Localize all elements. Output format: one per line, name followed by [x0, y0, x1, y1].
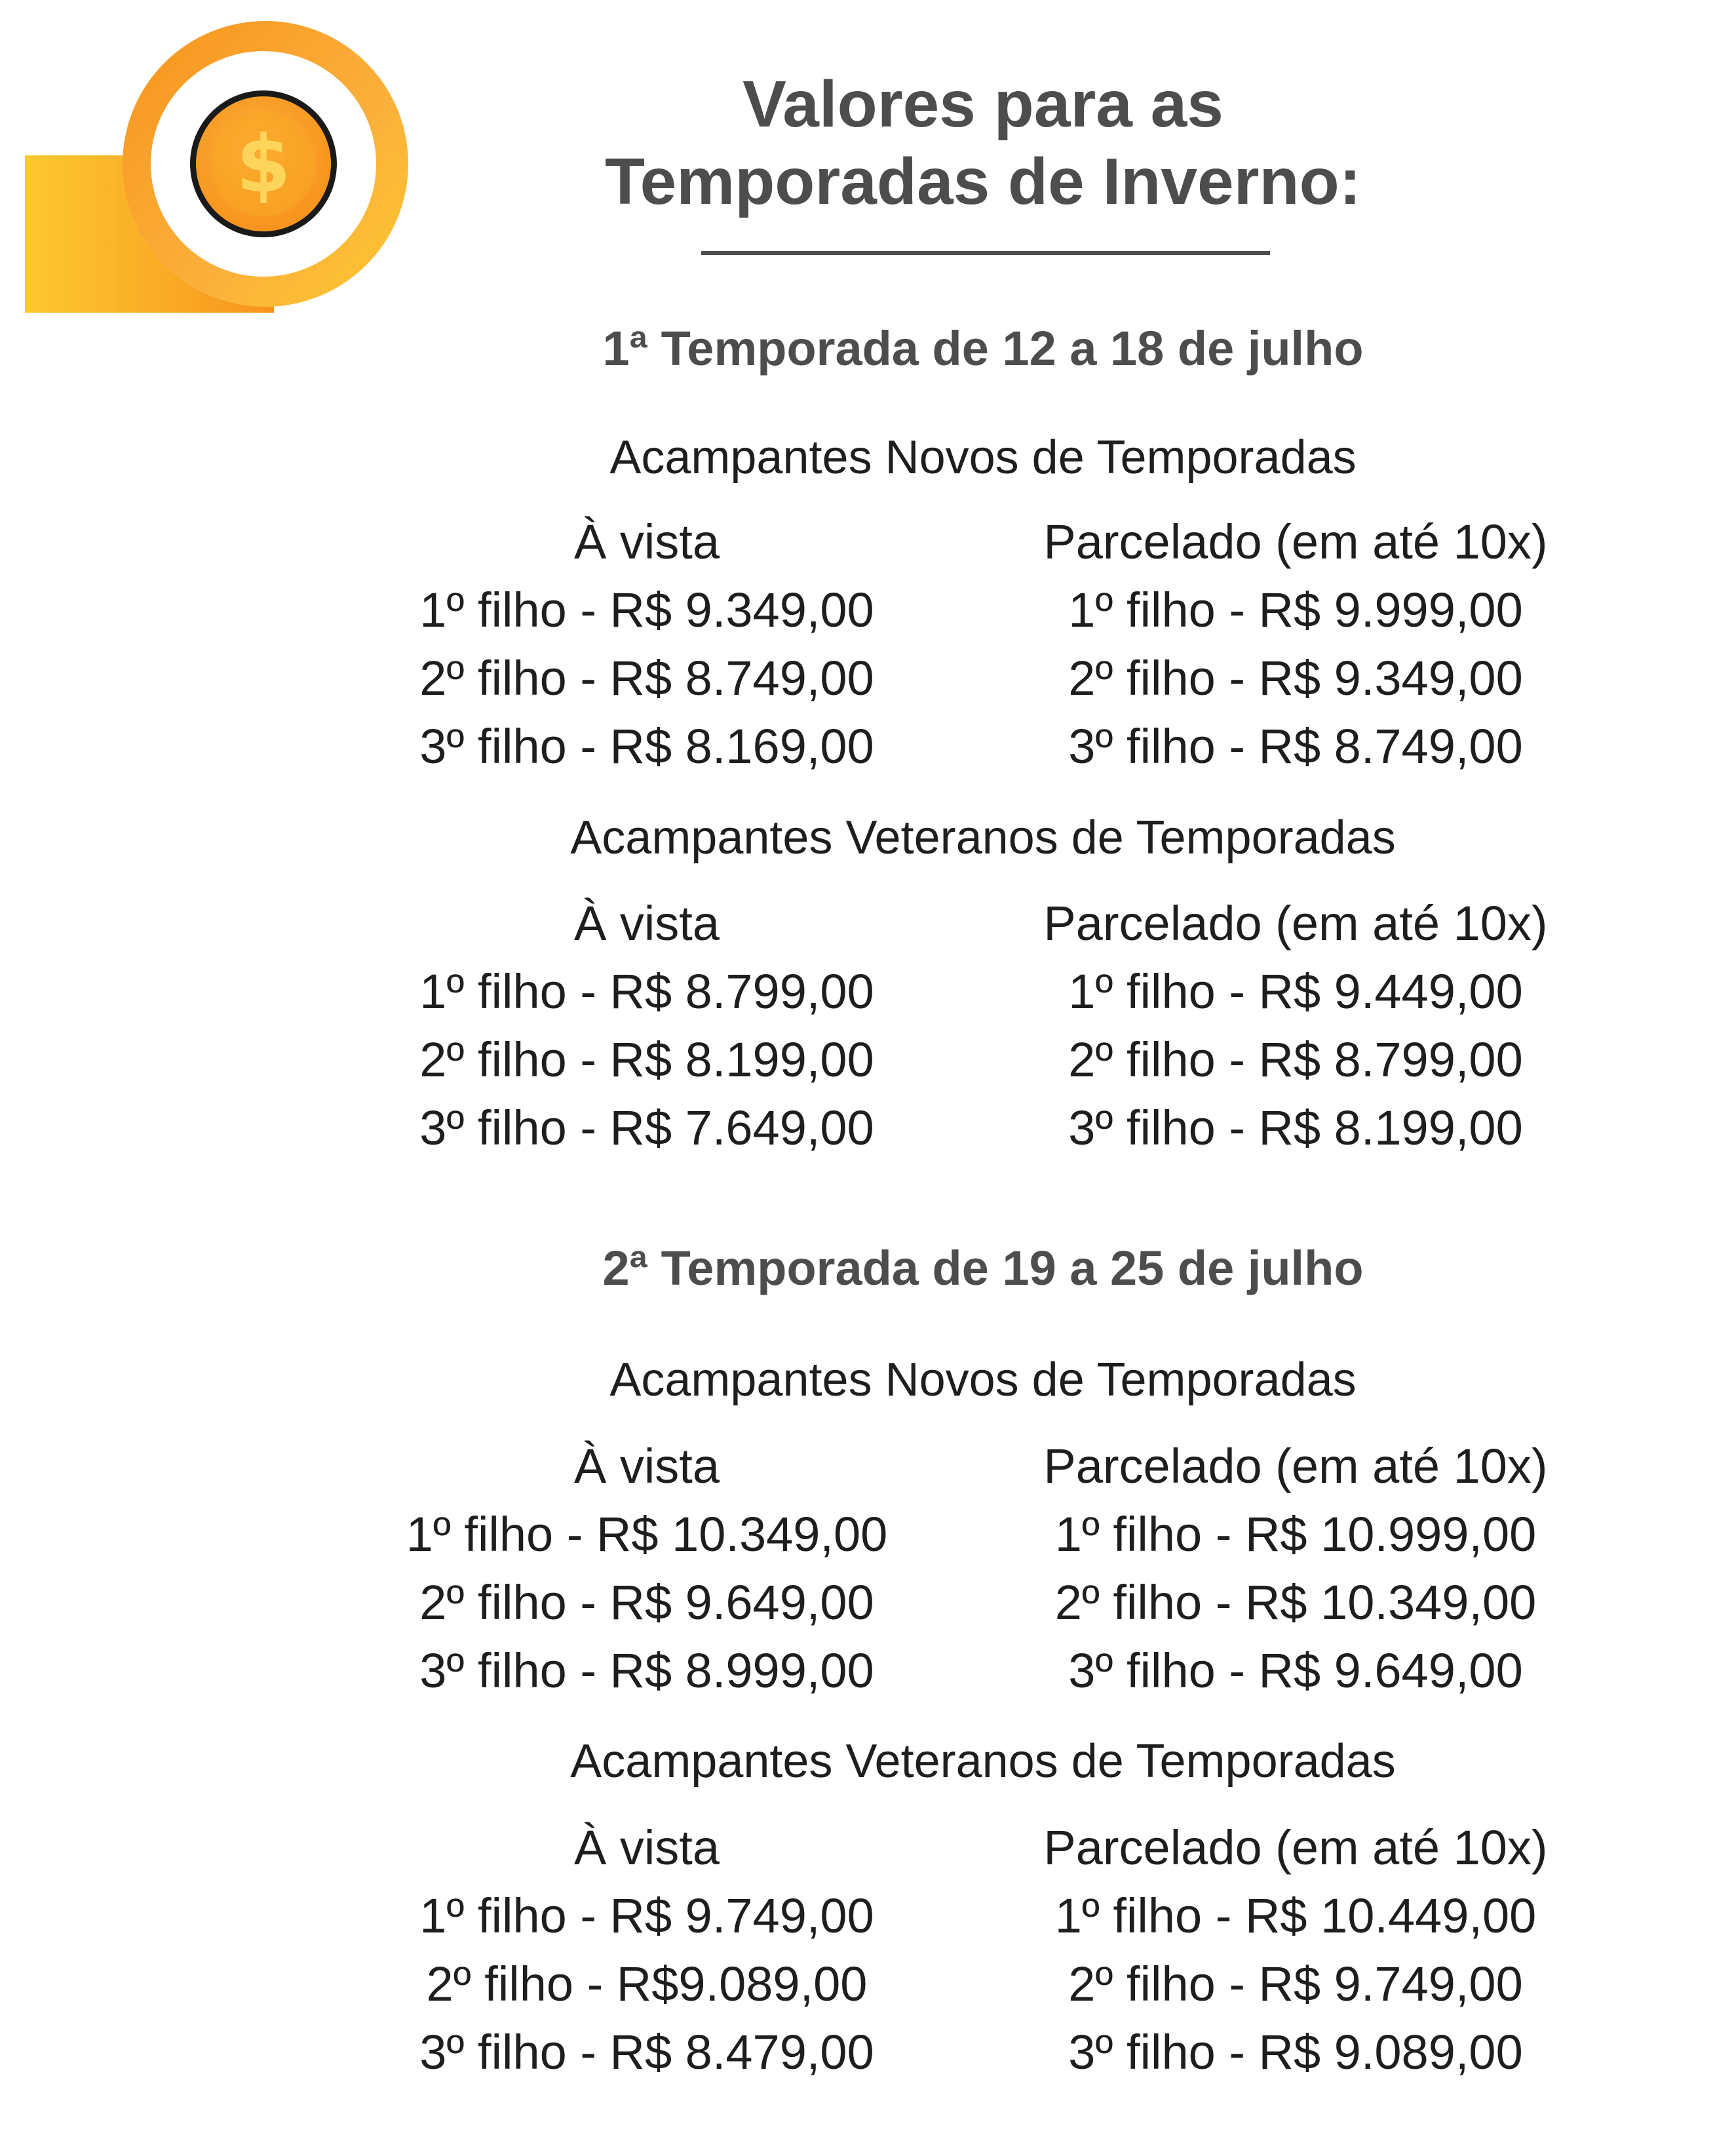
price-row: 2º filho - R$9.089,00 [426, 1957, 868, 2011]
season-1-veteran-campers-heading: Acampantes Veteranos de Temporadas [570, 812, 1396, 864]
season-1-new-cash-column [319, 508, 974, 781]
price-row: 2º filho - R$ 10.349,00 [1054, 1575, 1537, 1630]
installments-label: Parcelado (em até 10x) [1043, 515, 1548, 569]
installments-label: Parcelado (em até 10x) [1043, 1820, 1548, 1875]
dollar-coin-icon [0, 0, 446, 328]
page-title-line1: Valores para as [742, 68, 1224, 141]
price-row: 1º filho - R$ 10.999,00 [1054, 1507, 1537, 1561]
season-2-new-installments-column [968, 1432, 1623, 1705]
price-row: 1º filho - R$ 10.349,00 [406, 1507, 888, 1561]
price-row: 2º filho - R$ 8.199,00 [419, 1032, 874, 1087]
price-row: 3º filho - R$ 7.649,00 [419, 1101, 874, 1155]
price-row: 3º filho - R$ 8.749,00 [1068, 719, 1523, 774]
season-1-new-campers-heading: Acampantes Novos de Temporadas [609, 431, 1357, 484]
title-divider [701, 251, 1270, 255]
installments-label: Parcelado (em até 10x) [1043, 1439, 1548, 1493]
season-1-new-installments-column [968, 508, 1623, 781]
price-row: 3º filho - R$ 8.199,00 [1068, 1101, 1523, 1155]
season-2-veteran-cash-column [319, 1814, 974, 2087]
price-row: 1º filho - R$ 9.449,00 [1068, 964, 1523, 1019]
price-row: 3º filho - R$ 8.169,00 [419, 719, 874, 774]
installments-label: Parcelado (em até 10x) [1043, 896, 1548, 951]
price-row: 3º filho - R$ 8.999,00 [419, 1643, 874, 1698]
season-1-veteran-cash-column [319, 890, 974, 1162]
price-row: 3º filho - R$ 8.479,00 [419, 2025, 874, 2079]
price-row: 1º filho - R$ 9.999,00 [1068, 583, 1523, 637]
season-2-heading: 2ª Temporada de 19 a 25 de julho [602, 1241, 1364, 1295]
cash-label: À vista [573, 896, 720, 951]
price-row: 2º filho - R$ 9.649,00 [419, 1575, 874, 1630]
price-row: 1º filho - R$ 9.349,00 [419, 583, 874, 637]
season-2-new-cash-column [319, 1432, 974, 1705]
page-title-line2: Temporadas de Inverno: [605, 145, 1361, 218]
price-row: 2º filho - R$ 8.749,00 [419, 651, 874, 705]
price-row: 3º filho - R$ 9.649,00 [1068, 1643, 1523, 1698]
season-1-veteran-installments-column [968, 890, 1623, 1162]
season-2-veteran-installments-column [968, 1814, 1623, 2087]
price-row: 3º filho - R$ 9.089,00 [1068, 2025, 1523, 2079]
season-2-veteran-campers-heading: Acampantes Veteranos de Temporadas [570, 1735, 1396, 1788]
dollar-symbol: $ [236, 119, 291, 210]
price-row: 2º filho - R$ 9.349,00 [1068, 651, 1523, 705]
price-row: 1º filho - R$ 8.799,00 [419, 964, 874, 1019]
cash-label: À vista [573, 1820, 720, 1875]
cash-label: À vista [573, 515, 720, 569]
dollar-coin-logo [0, 0, 446, 328]
cash-label: À vista [573, 1439, 720, 1493]
price-row: 1º filho - R$ 9.749,00 [419, 1889, 874, 1943]
price-row: 2º filho - R$ 9.749,00 [1068, 1957, 1523, 2011]
price-row: 2º filho - R$ 8.799,00 [1068, 1032, 1523, 1087]
season-1-heading: 1ª Temporada de 12 a 18 de julho [602, 321, 1364, 376]
price-row: 1º filho - R$ 10.449,00 [1054, 1889, 1537, 1943]
season-2-new-campers-heading: Acampantes Novos de Temporadas [609, 1354, 1357, 1406]
